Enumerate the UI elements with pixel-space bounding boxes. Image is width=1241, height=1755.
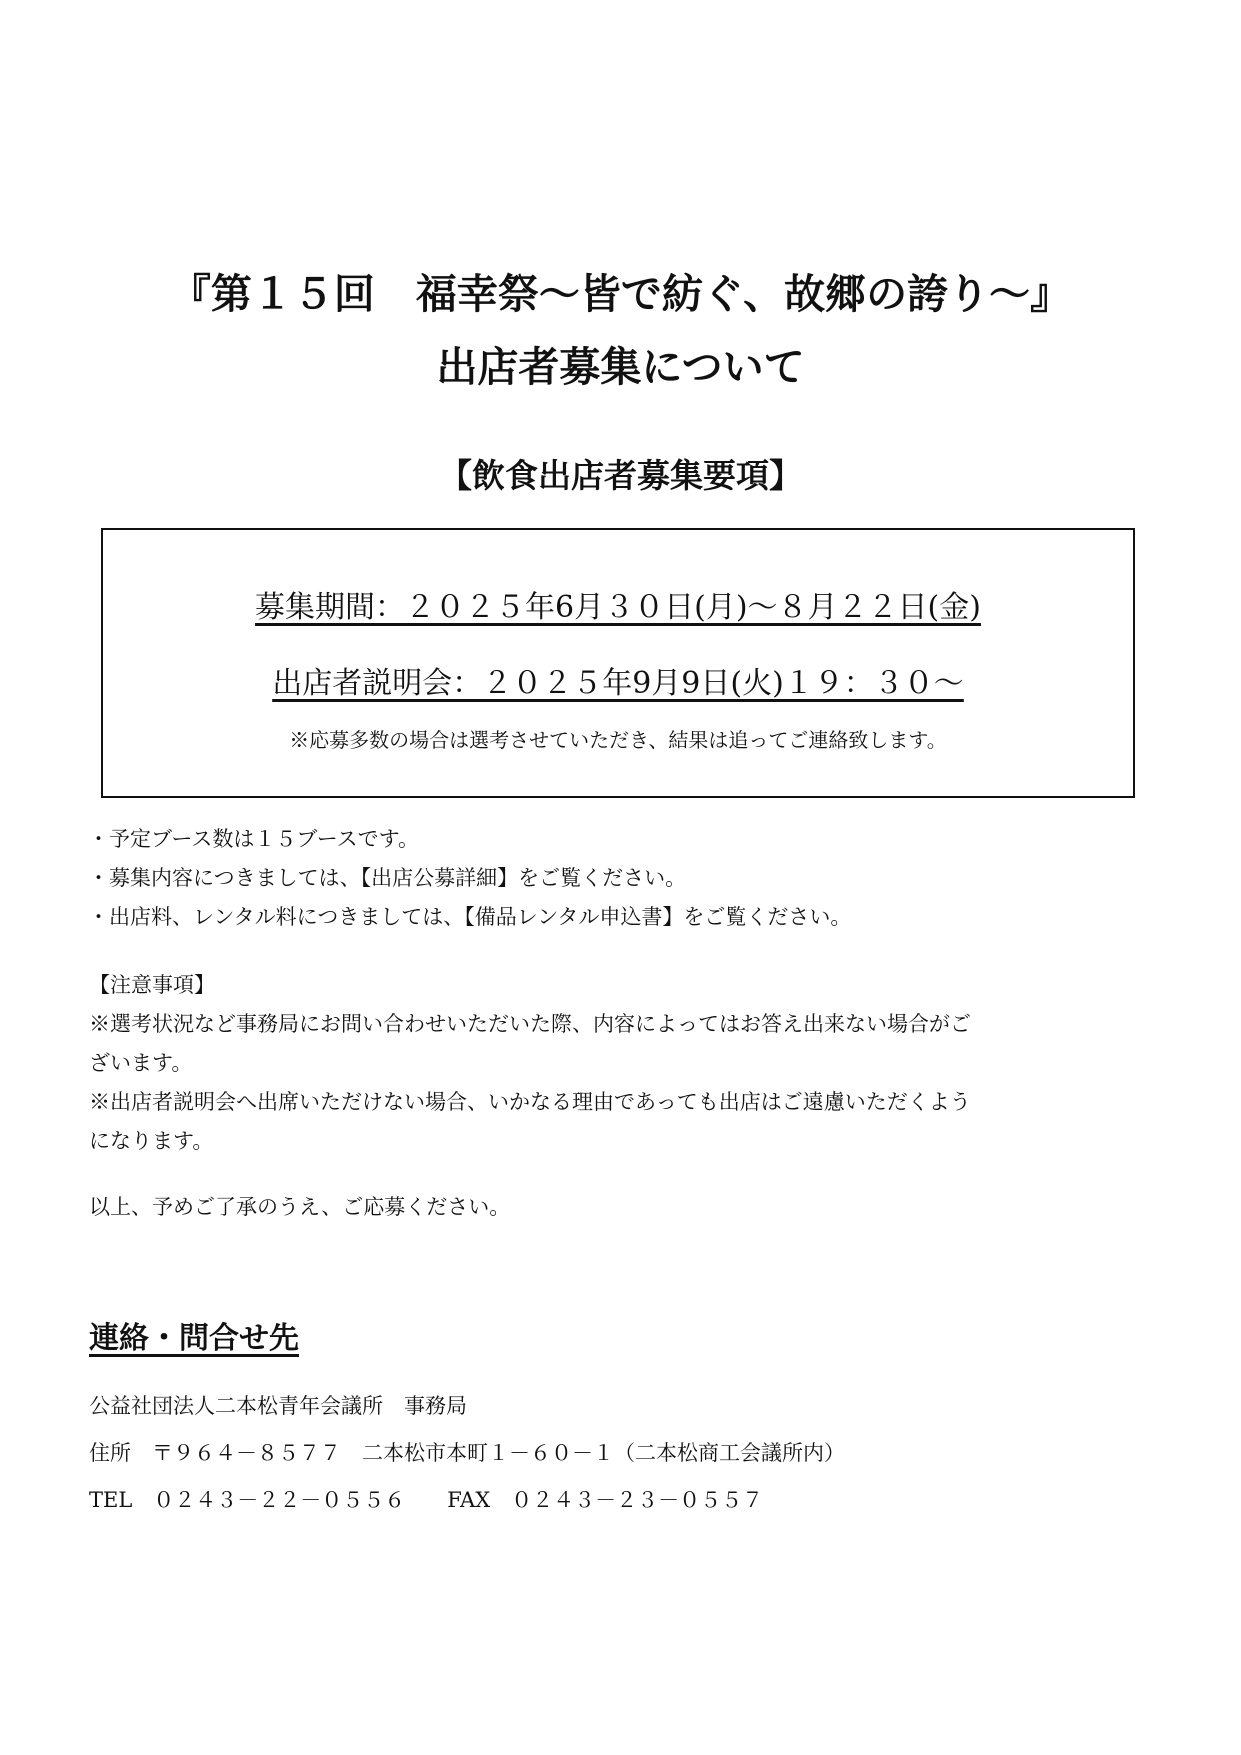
schedule-box [101,528,1135,798]
briefing-session: 出店者説明会：２０２５年9月9日(火)１９：３０～ [272,666,964,701]
caution-heading: 【注意事項】 [89,973,215,997]
info-list [88,820,851,937]
list-item: ・出店料、レンタル料につきましては、【備品レンタル申込書】をご覧ください。 [88,905,852,929]
page-subtitle: 出店者募集について [436,343,805,391]
section-heading: 【飲食出店者募集要項】 [439,456,802,495]
contact-heading: 連絡・問合せ先 [89,1321,299,1356]
contact-address: 住所 〒９６４－８５７７ 二本松市本町１－６０－１（二本松商工会議所内） [89,1441,845,1465]
closing-text: 以上、予めご了承のうえ、ご応募ください。 [89,1195,511,1219]
list-item: ・募集内容につきましては、【出店公募詳細】をご覧ください。 [88,866,687,890]
page-title: 『第１５回 福幸祭～皆で紡ぐ、故郷の誇り～』 [169,270,1072,318]
caution-section [89,966,1149,1161]
caution-line: ※選考状況など事務局にお問い合わせいただいた際、内容によってはお答え出来ない場合がご [89,1012,971,1036]
contact-phone-fax: TEL ０２４３－２２－０５５６ FAX ０２４３－２３－０５５７ [89,1488,764,1512]
contact-details [89,1383,845,1524]
caution-line: ※出店者説明会へ出席いただけない場合、いかなる理由であっても出店はご遠慮いただくよう [89,1090,971,1114]
selection-note: ※応募多数の場合は選考させていただき、結果は追ってご連絡致します。 [289,728,947,752]
recruitment-period: 募集期間：２０２５年6月３０日(月)～８月２２日(金) [255,590,981,625]
caution-line: ざいます。 [89,1051,193,1075]
list-item: ・予定ブース数は１５ブースです。 [88,827,419,851]
contact-organization: 公益社団法人二本松青年会議所 事務局 [89,1394,467,1418]
caution-line: になります。 [89,1129,214,1153]
